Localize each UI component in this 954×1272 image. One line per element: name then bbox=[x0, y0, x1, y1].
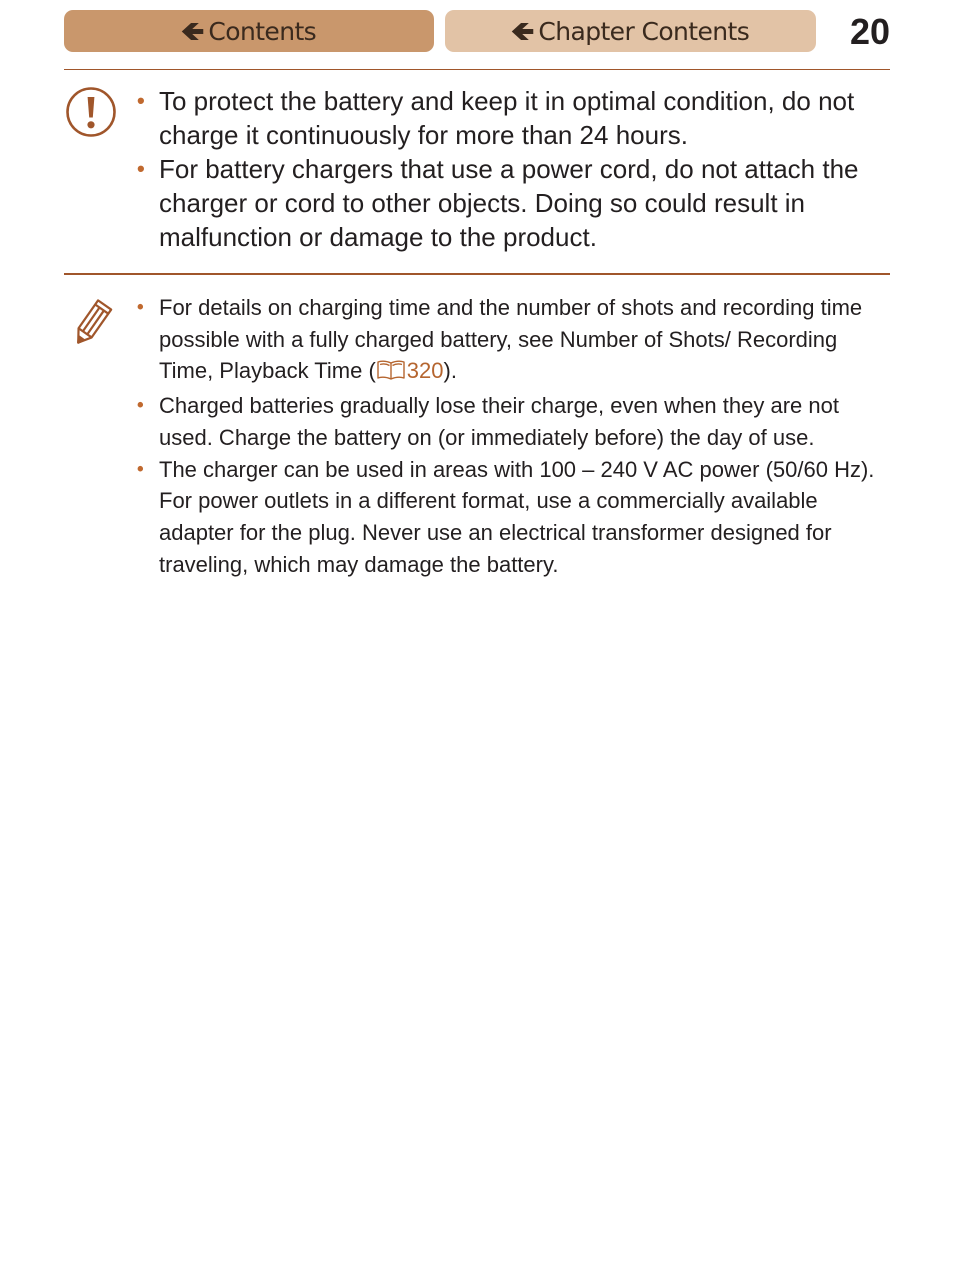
contents-button-label: Contents bbox=[208, 17, 317, 46]
pencil-note-icon bbox=[68, 295, 116, 356]
caution-text: To protect the battery and keep it in optimal condition, do not charge it continuously for more than 24 hours. bbox=[159, 86, 855, 150]
caution-exclamation-icon bbox=[65, 86, 117, 143]
bullet-icon: • bbox=[137, 88, 145, 113]
book-reference-icon bbox=[376, 358, 406, 390]
list-item bbox=[137, 454, 890, 581]
caution-list bbox=[137, 84, 890, 254]
page-reference-number: 320 bbox=[406, 358, 444, 384]
chapter-contents-button-label: Chapter Contents bbox=[538, 17, 750, 46]
note-text: The charger can be used in areas with 100 – 240 V AC power (50/60 Hz). For power outlets in a different format, use a commercially available adapter for the plug. Never use an electrical transformer designed for traveling, which may damage the battery. bbox=[159, 456, 875, 577]
note-text: For details on charging time and the number of shots and recording time possible with a fully charged battery, see Number of Shots/ Recording Time, Playback Time ( bbox=[159, 295, 863, 384]
list-item bbox=[137, 292, 890, 390]
list-item bbox=[137, 390, 890, 453]
list-item bbox=[137, 84, 890, 152]
page-number: 20 bbox=[849, 11, 890, 52]
chapter-contents-button[interactable] bbox=[445, 10, 816, 52]
section-divider bbox=[64, 273, 890, 275]
note-text: Charged batteries gradually lose their charge, even when they are not used. Charge the battery on (or immediately before) the day of use. bbox=[159, 393, 839, 450]
notes-list bbox=[137, 292, 890, 580]
list-item bbox=[137, 152, 890, 254]
bullet-icon: • bbox=[137, 458, 144, 480]
caution-text: For battery chargers that use a power cord, do not attach the charger or cord to other objects. Doing so could result in malfunction or damage to the product. bbox=[159, 154, 859, 252]
left-arrow-icon: 🡸 bbox=[180, 16, 204, 47]
bullet-icon: • bbox=[137, 395, 144, 417]
bullet-icon: • bbox=[137, 297, 144, 318]
page-reference-link[interactable] bbox=[376, 358, 444, 383]
note-text-suffix: ). bbox=[443, 358, 457, 384]
bullet-icon: • bbox=[137, 156, 145, 181]
left-arrow-icon: 🡸 bbox=[510, 16, 534, 47]
contents-button[interactable] bbox=[64, 10, 434, 52]
header-divider bbox=[64, 69, 890, 70]
